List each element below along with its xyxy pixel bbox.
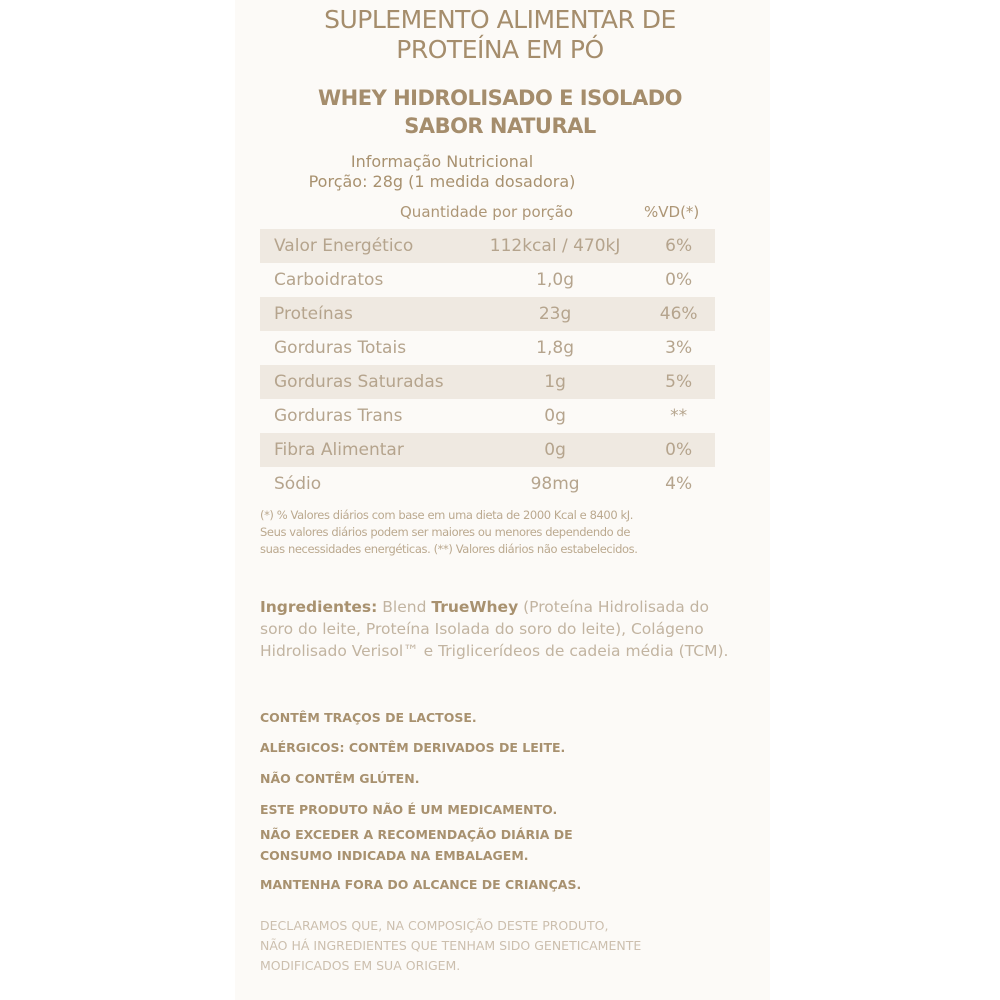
cell-name: Gorduras Saturadas [274,372,444,392]
table-row [260,263,715,297]
brand-name: TrueWhey [431,598,519,616]
cell-vd: 6% [665,236,693,256]
cell-name: Gorduras Totais [274,338,407,358]
declaration-line: DECLARAMOS QUE, NA COMPOSIÇÃO DESTE PRODUTO, [260,918,609,933]
ingredients-text: (Proteína Hidrolisada do soro do leite, Proteína Isolada do soro do leite), Colágeno Hidrolisado Verisol™ e Triglicerídeos de cadeia média (TCM). [260,598,729,660]
title-line: SUPLEMENTO ALIMENTAR DE [324,5,676,34]
warning: CONTÊM TRAÇOS DE LACTOSE. [260,710,477,725]
subtitle-line: SABOR NATURAL [404,114,596,138]
footnote-line: Seus valores diários podem ser maiores ou menores dependendo de [260,525,631,539]
cell-vd: 0% [665,440,693,460]
footnote-line: suas necessidades energéticas. (**) Valores diários não estabelecidos. [260,542,638,556]
cell-name: Gorduras Trans [274,406,403,426]
cell-vd: 5% [665,372,693,392]
cell-name: Proteínas [274,304,353,324]
subtitle-line: WHEY HIDROLISADO E ISOLADO [318,86,682,110]
cell-qty: 0g [544,406,566,426]
cell-qty: 1,8g [536,338,574,358]
cell-name: Fibra Alimentar [274,440,404,460]
table-row [260,365,715,399]
footnote [260,507,720,558]
info-heading: Informação Nutricional [350,152,534,171]
col-header-vd: %VD(*) [644,203,700,221]
warning: ESTE PRODUTO NÃO É UM MEDICAMENTO. [260,802,558,817]
warning: CONSUMO INDICADA NA EMBALAGEM. [260,848,529,863]
portion-text: Porção: 28g (1 medida dosadora) [308,172,576,191]
cell-name: Valor Energético [274,236,414,256]
declaration-line: MODIFICADOS EM SUA ORIGEM. [260,958,461,973]
warning: NÃO EXCEDER A RECOMENDAÇÃO DIÁRIA DE [260,827,573,842]
cell-vd: 0% [665,270,693,290]
table-row [260,467,715,501]
table-row [260,229,715,263]
cell-qty: 98mg [530,474,580,494]
product-subtitle [0,84,1000,140]
declaration-line: NÃO HÁ INGREDIENTES QUE TENHAM SIDO GENETICAMENTE [260,938,642,953]
warning: ALÉRGICOS: CONTÊM DERIVADOS DE LEITE. [260,740,566,755]
warning: NÃO CONTÊM GLÚTEN. [260,771,420,786]
ingredients-text: Blend [377,598,432,616]
warning: MANTENHA FORA DO ALCANCE DE CRIANÇAS. [260,877,582,892]
footnote-line: (*) % Valores diários com base em uma dieta de 2000 Kcal e 8400 kJ. [260,508,634,522]
gmo-declaration [260,916,641,976]
ingredients [260,596,730,662]
table-row [260,331,715,365]
table-row [260,297,715,331]
table-row [260,433,715,467]
cell-qty: 1g [544,372,566,392]
table-row [260,399,715,433]
cell-qty: 112kcal / 470kJ [489,236,621,256]
cell-name: Carboidratos [274,270,384,290]
nutrition-info-heading [0,152,942,192]
cell-qty: 23g [538,304,572,324]
cell-vd: 4% [665,474,693,494]
cell-name: Sódio [274,474,322,494]
cell-vd: 46% [659,304,698,324]
title-line: PROTEÍNA EM PÓ [396,35,604,64]
product-title [0,5,1000,65]
cell-qty: 1,0g [536,270,574,290]
ingredients-label: Ingredientes: [260,598,378,616]
cell-vd: ** [670,406,688,426]
nutrition-table [260,229,715,501]
cell-qty: 0g [544,440,566,460]
col-header-qty: Quantidade por porção [400,203,574,221]
cell-vd: 3% [665,338,693,358]
